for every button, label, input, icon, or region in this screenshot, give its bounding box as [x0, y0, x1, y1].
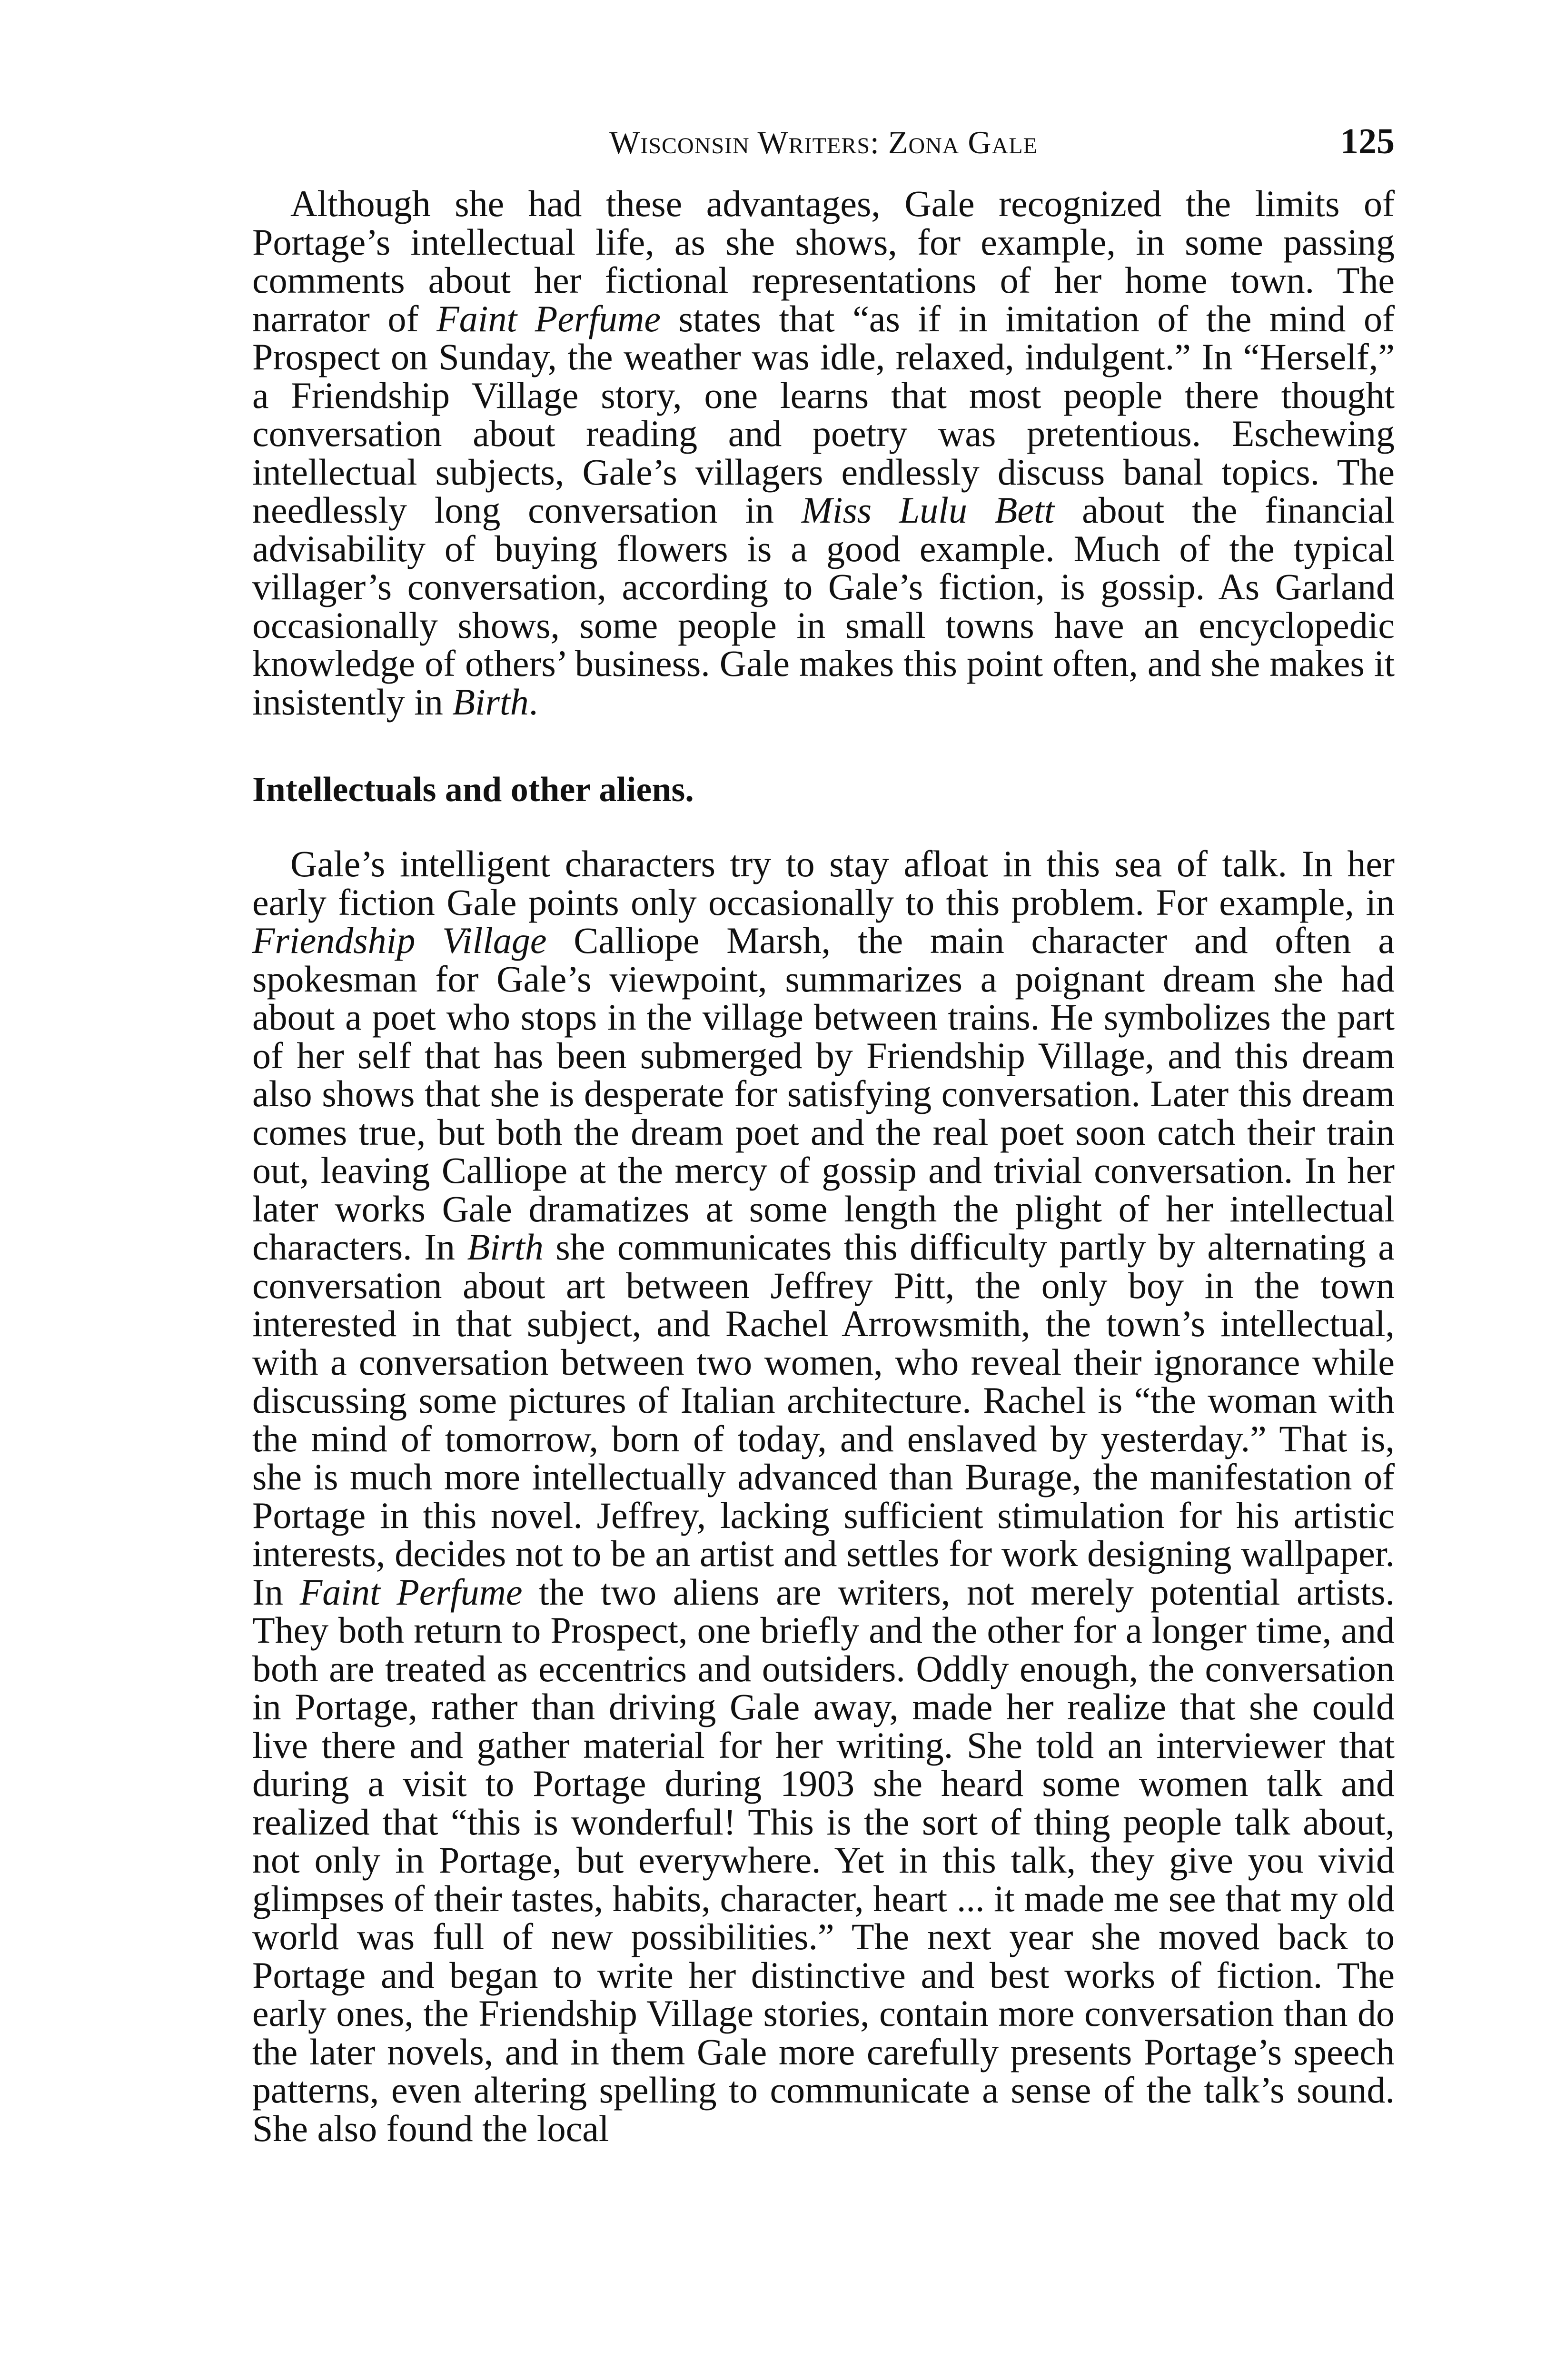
text-run: the two aliens are writers, not merely potential artists. They both return to Prospect, one briefly and the other for a longer time, and both are treated as eccentrics and outsiders. Oddly enough, the conversation in Portage, rather than driving Gale away, made her realize that she could live there and gather material for her writing. She told an interviewer that during a visit to Portage during 1903 she heard some women talk and realized that “this is wonderful! This is the sort of thing people talk about, not only in Portage, but everywhere. Yet in this talk, they give you vivid glimpses of their tastes, habits, character, heart ... it made me see that my old world was full of new possibilities.” The next year she moved back to Portage and began to write her distinctive and best works of fiction. The early ones, the Friendship Village stories, contain more conversation than do the later novels, and in them Gale more carefully presents Portage’s speech patterns, even altering spelling to communicate a sense of the talk’s sound. She also found the local — [252, 1571, 1395, 2149]
text-run: Gale’s intelligent characters try to stay afloat in this sea of talk. In her early fiction Gale points only occasionally to this problem. For example, in — [252, 843, 1395, 923]
text-run: . — [528, 681, 538, 723]
text-run: about the financial advisability of buying flowers is a good example. Much of the typical villager’s conversation, according to Gale’s fiction, is gossip. As Garland occasionally shows, some people in small towns have an encyclopedic knowledge of others’ business. Gale makes this point often, and she makes it insistently in — [252, 489, 1395, 723]
book-title: Friendship Village — [252, 920, 547, 961]
book-title: Faint Perfume — [299, 1571, 523, 1613]
running-title: Wisconsin Writers: Zona Gale — [609, 124, 1038, 160]
body-paragraph-1 — [252, 185, 1395, 721]
text-run: states that “as if in imitation of the mind of Prospect on Sunday, the weather was idle, relaxed, indulgent.” In “Herself,” a Friendship Village story, one learns that most people there thought conversation about reading and poetry was pretentious. Eschewing intellectual subjects, Gale’s villagers endlessly discuss banal topics. The needlessly long conversation in — [252, 298, 1395, 531]
body-paragraph-2 — [252, 845, 1395, 2148]
text-run: Calliope Marsh, the main character and often a spokesman for Gale’s viewpoint, summarizes a poignant dream she had about a poet who stops in the village between trains. He symbolizes the part of her self that has been submerged by Friendship Village, and this dream also shows that she is desperate for satisfying conversation. Later this dream comes true, but both the dream poet and the real poet soon catch their train out, leaving Calliope at the mercy of gossip and trivial conversation. In her later works Gale dramatizes at some length the plight of her intellectual characters. In — [252, 920, 1395, 1268]
book-title: Birth — [452, 681, 529, 723]
book-page — [252, 114, 1395, 2148]
book-title: Faint Perfume — [436, 298, 661, 339]
book-title: Birth — [467, 1226, 544, 1268]
section-heading: Intellectuals and other aliens. — [252, 770, 694, 809]
text-run: Although she had these advantages, Gale recognized the limits of Portage’s intellectual life, as she shows, for example, in some passing comments about her fictional representations of her home town. The narrator of — [252, 183, 1395, 339]
book-title: Miss Lulu Bett — [801, 489, 1055, 531]
text-run: she communicates this difficulty partly by alternating a conversation about art between Jeffrey Pitt, the only boy in the town interested in that subject, and Rachel Arrowsmith, the town’s intellectual, with a conversation between two women, who reveal their ignorance while discussing some pictures of Italian architecture. Rachel is “the woman with the mind of tomorrow, born of today, and enslaved by yesterday.” That is, she is much more intellectually advanced than Burage, the manifestation of Portage in this novel. Jeffrey, lacking sufficient stimulation for his artistic interests, decides not to be an artist and settles for work designing wallpaper. In — [252, 1226, 1395, 1613]
page-number: 125 — [1340, 121, 1395, 161]
running-header — [252, 114, 1395, 171]
